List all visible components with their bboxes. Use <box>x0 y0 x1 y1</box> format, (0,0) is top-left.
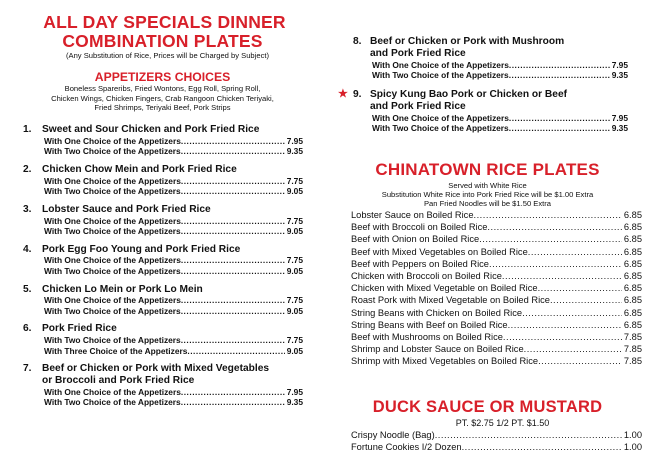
price-value: 9.35 <box>286 146 303 157</box>
item-name: Lobster Sauce and Pork Fried Rice <box>42 203 211 215</box>
price-label: With One Choice of the Appetizers <box>372 59 509 70</box>
price-line <box>44 255 303 265</box>
combo-item <box>325 89 650 133</box>
item-options <box>42 387 303 408</box>
price-line <box>372 60 628 70</box>
rice-title: CHINATOWN RICE PLATES <box>375 160 600 179</box>
leader-dots <box>538 355 622 367</box>
leader-dots <box>509 123 610 133</box>
price-line <box>351 294 642 306</box>
price-label: Beef with Mixed Vegetables on Boiled Rice <box>351 246 528 257</box>
leader-dots <box>502 270 622 282</box>
price-line <box>44 146 303 156</box>
price-value: 7.95 <box>286 135 303 146</box>
leader-dots <box>187 346 284 356</box>
price-label: String Beans with Chicken on Boiled Rice <box>351 307 523 318</box>
duck-sauce-section <box>325 398 650 454</box>
price-value: 6.85 <box>623 258 642 269</box>
price-line <box>44 266 303 276</box>
item-number: 3. <box>23 203 32 215</box>
price-label: Chicken with Mixed Vegetable on Boiled Rice <box>351 283 538 294</box>
leader-dots <box>181 255 285 265</box>
item-name: Sweet and Sour Chicken and Pork Fried Rice <box>42 124 260 135</box>
leader-dots <box>550 294 622 306</box>
price-label: Beef with Mushrooms on Boiled Rice <box>351 332 503 343</box>
price-value: 6.85 <box>623 210 642 220</box>
price-value: 7.75 <box>286 255 303 266</box>
price-value: 9.35 <box>611 123 628 134</box>
price-line <box>44 295 303 305</box>
price-label: With Two Choice of the Appetizers <box>44 225 181 236</box>
item-name: Chicken Chow Mein and Pork Fried Rice <box>42 163 237 175</box>
price-value: 7.75 <box>286 175 303 186</box>
price-line <box>44 387 303 397</box>
price-line <box>351 221 642 233</box>
item-options <box>42 136 303 157</box>
leader-dots <box>181 387 285 397</box>
combo-title-line2: COMBINATION PLATES <box>62 31 263 51</box>
item-number: 4. <box>23 243 32 255</box>
leader-dots <box>487 221 621 233</box>
item-number: 5. <box>23 283 32 295</box>
leader-dots <box>479 233 622 245</box>
price-line <box>351 270 642 282</box>
leader-dots <box>181 136 285 146</box>
price-line <box>351 331 642 343</box>
rice-note: Pan Fried Noodles will be $1.50 Extra <box>423 199 552 208</box>
combo-item <box>0 164 325 196</box>
leader-dots <box>509 70 610 80</box>
price-line <box>351 258 642 270</box>
price-label: With Two Choice of the Appetizers <box>372 69 509 80</box>
price-label: Roast Pork with Mixed Vegetable on Boiled Rice <box>351 295 550 306</box>
price-line <box>44 186 303 196</box>
price-line <box>351 355 642 367</box>
price-label: Crispy Noodle (Bag) <box>351 430 435 441</box>
price-value: 6.85 <box>623 271 642 282</box>
leader-dots <box>538 282 622 294</box>
price-value: 7.75 <box>286 295 303 306</box>
price-label: With Two Choice of the Appetizers <box>44 335 181 346</box>
leader-dots <box>181 146 285 156</box>
item-number: 9. <box>353 89 362 101</box>
price-line <box>44 216 303 226</box>
price-label: With One Choice of the Appetizers <box>44 215 181 226</box>
leader-dots <box>181 397 285 407</box>
combo-subtitle: (Any Substitution of Rice, Prices will be Charged by Subject) <box>65 51 269 60</box>
price-value: 7.75 <box>286 335 303 346</box>
item-number: 7. <box>23 363 32 375</box>
price-value: 7.95 <box>286 386 303 397</box>
item-options <box>42 295 303 316</box>
appetizers-title: APPETIZERS CHOICES <box>94 70 231 84</box>
price-label: With Three Choice of the Appetizers <box>44 345 188 356</box>
duck-list <box>325 429 650 453</box>
price-value: 6.85 <box>623 222 642 233</box>
leader-dots <box>181 306 285 316</box>
combo-item <box>0 204 325 236</box>
combo-title-line1: ALL DAY SPECIALS DINNER <box>43 12 286 32</box>
combo-items-right <box>325 36 650 133</box>
price-line <box>44 176 303 186</box>
item-options <box>370 60 628 81</box>
price-label: Beef with Onion on Boiled Rice <box>351 234 480 245</box>
leader-dots <box>181 266 285 276</box>
price-line <box>351 307 642 319</box>
item-name: Pork Egg Foo Young and Pork Fried Rice <box>42 243 241 255</box>
price-line <box>351 209 642 221</box>
price-label: With Two Choice of the Appetizers <box>44 305 181 316</box>
item-name: Spicy Kung Bao Pork or Chicken or Beef <box>370 89 567 101</box>
price-line <box>351 282 642 294</box>
appetizers-line: Chicken Wings, Chicken Fingers, Crab Rangoon Chicken Teriyaki, <box>51 93 274 103</box>
price-value: 9.05 <box>286 305 303 316</box>
leader-dots <box>474 209 622 221</box>
combo-item <box>0 363 325 407</box>
item-options <box>42 255 303 276</box>
leader-dots <box>509 113 610 123</box>
leader-dots <box>181 226 285 236</box>
price-label: Shrimp with Mixed Vegetables on Boiled Rice <box>351 356 539 367</box>
price-line <box>372 123 628 133</box>
leader-dots <box>462 441 622 453</box>
price-value: 9.05 <box>286 185 303 196</box>
price-value: 6.85 <box>623 295 642 306</box>
item-name: Pork Fried Rice <box>42 323 117 335</box>
rice-note: Substitution White Rice into Pork Fried Rice will be $1.00 Extra <box>381 190 594 199</box>
price-value: 6.85 <box>623 283 642 294</box>
price-label: String Beans with Beef on Boiled Rice <box>351 319 508 330</box>
combo-items-left <box>0 124 325 408</box>
leader-dots <box>509 60 610 70</box>
price-line <box>44 136 303 146</box>
combo-item <box>0 284 325 316</box>
price-line <box>351 343 642 355</box>
price-label: With Two Choice of the Appetizers <box>44 146 181 157</box>
price-value: 6.85 <box>623 246 642 257</box>
price-line <box>44 335 303 345</box>
price-value: 6.85 <box>623 234 642 245</box>
item-options <box>42 335 303 356</box>
price-value: 7.85 <box>623 344 642 355</box>
item-number: 1. <box>23 124 32 135</box>
price-label: Fortune Cookies I/2 Dozen <box>351 442 462 453</box>
price-label: With Two Choice of the Appetizers <box>44 185 181 196</box>
rice-list <box>325 209 650 368</box>
appetizers-line: Boneless Spareribs, Fried Wontons, Egg Roll, Spring Roll, <box>64 84 261 93</box>
leader-dots <box>528 246 622 258</box>
price-label: With Two Choice of the Appetizers <box>44 397 181 408</box>
appetizers-line: Fried Shrimps, Teriyaki Beef, Pork Strips <box>94 103 231 113</box>
item-number: 8. <box>353 36 362 47</box>
item-number: 6. <box>23 323 32 335</box>
price-line <box>44 397 303 407</box>
leader-dots <box>508 319 622 331</box>
price-value: 1.00 <box>623 430 642 441</box>
price-value: 1.00 <box>623 442 642 453</box>
appetizers-list <box>0 84 325 113</box>
price-label: With One Choice of the Appetizers <box>44 386 181 397</box>
price-label: With One Choice of the Appetizers <box>44 175 181 186</box>
price-line <box>351 429 642 441</box>
price-line <box>351 441 642 453</box>
price-label: With One Choice of the Appetizers <box>44 295 181 306</box>
leader-dots <box>181 335 285 345</box>
price-line <box>44 346 303 356</box>
combo-item <box>0 244 325 276</box>
price-value: 7.85 <box>623 332 642 343</box>
rice-plates-section <box>325 160 650 368</box>
item-options <box>370 113 628 134</box>
combo-item <box>0 323 325 355</box>
item-options <box>42 216 303 237</box>
price-value: 9.05 <box>286 265 303 276</box>
price-label: With Two Choice of the Appetizers <box>44 265 181 276</box>
combo-item <box>325 36 650 80</box>
price-value: 6.85 <box>623 319 642 330</box>
item-name: and Pork Fried Rice <box>370 47 466 59</box>
price-line <box>351 319 642 331</box>
price-line <box>44 226 303 236</box>
leader-dots <box>522 307 622 319</box>
price-label: Lobster Sauce on Boiled Rice <box>351 210 474 220</box>
rice-note: Served with White Rice <box>448 181 527 190</box>
price-value: 9.05 <box>286 225 303 236</box>
item-name: or Broccoli and Pork Fried Rice <box>42 375 195 387</box>
duck-sizes: PT. $2.75 1/2 PT. $1.50 <box>455 418 550 428</box>
leader-dots <box>524 343 622 355</box>
item-name: and Pork Fried Rice <box>370 100 466 112</box>
leader-dots <box>435 429 622 441</box>
price-label: Shrimp and Lobster Sauce on Boiled Rice <box>351 344 524 355</box>
price-line <box>372 113 628 123</box>
leader-dots <box>489 258 622 270</box>
item-number: 2. <box>23 163 32 175</box>
leader-dots <box>181 186 285 196</box>
price-value: 9.35 <box>611 69 628 80</box>
item-name: Beef or Chicken or Pork with Mushroom <box>370 36 565 47</box>
price-label: Beef with Peppers on Boiled Rice <box>351 258 489 269</box>
price-label: With Two Choice of the Appetizers <box>372 123 509 134</box>
item-name: Beef or Chicken or Pork with Mixed Vegetables <box>42 363 270 375</box>
leader-dots <box>181 295 285 305</box>
price-label: With One Choice of the Appetizers <box>372 112 509 123</box>
price-value: 9.35 <box>286 397 303 408</box>
leader-dots <box>503 331 622 343</box>
price-value: 7.85 <box>623 356 642 367</box>
price-line <box>44 306 303 316</box>
price-label: With One Choice of the Appetizers <box>44 255 181 266</box>
price-line <box>351 246 642 258</box>
price-label: Chicken with Broccoli on Boiled Rice <box>351 271 502 282</box>
price-label: With One Choice of the Appetizers <box>44 135 181 146</box>
price-label: Beef with Broccoli on Boiled Rice <box>351 222 488 233</box>
price-line <box>372 70 628 80</box>
price-line <box>351 233 642 245</box>
item-options <box>42 176 303 197</box>
price-value: 9.05 <box>286 345 303 356</box>
duck-title: DUCK SAUCE OR MUSTARD <box>372 398 603 416</box>
leader-dots <box>181 216 285 226</box>
combo-item <box>0 124 325 156</box>
price-value: 7.95 <box>611 59 628 70</box>
item-name: Chicken Lo Mein or Pork Lo Mein <box>42 283 203 295</box>
price-value: 7.75 <box>286 215 303 226</box>
star-icon: ★ <box>338 88 348 101</box>
leader-dots <box>181 176 285 186</box>
combination-plates-section <box>0 0 325 408</box>
price-value: 7.95 <box>611 112 628 123</box>
price-value: 6.85 <box>623 307 642 318</box>
